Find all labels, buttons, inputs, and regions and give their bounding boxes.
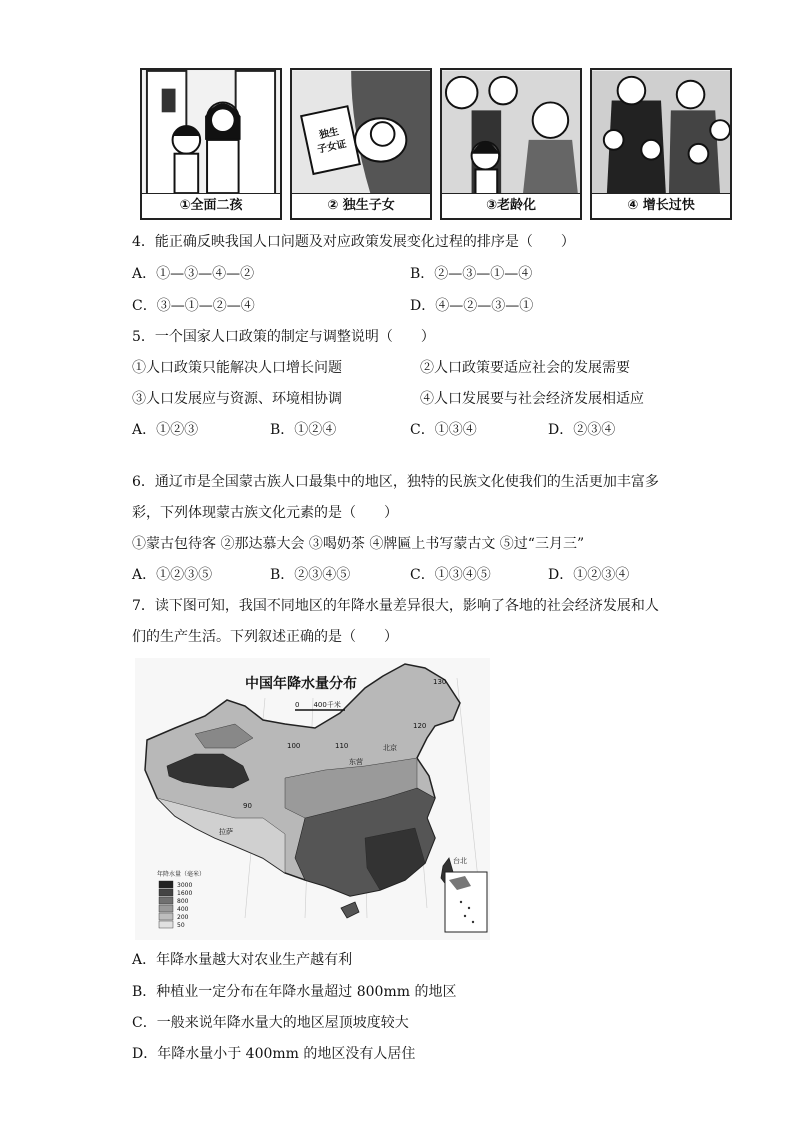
q5-statement-4: ④人口发展要与社会经济发展相适应 [420,391,644,407]
longitude-label: 100 [287,742,301,750]
family-with-two-children-icon [142,70,280,196]
map-scale-label: 0 400千米 [295,701,341,709]
map-scale-bar [295,700,345,710]
longitude-label: 110 [335,742,349,750]
q6-option-d[interactable]: D．①②③④ [548,567,630,583]
comic-panel-aging [440,68,582,220]
question-6-stem-line2: 彩，下列体现蒙古族文化元素的是（ ） [132,505,398,521]
place-label-taipei: 台北 [453,857,467,865]
longitude-label: 120 [413,722,427,730]
place-label-dongying: 东营 [349,758,363,766]
legend-swatch [159,889,173,896]
q5-option-a[interactable]: A．①②③ [132,422,199,438]
comic-caption: ①全面二孩 [142,193,280,218]
q4-option-a[interactable]: A．①—③—④—② [132,266,255,282]
question-5-stem: 5．一个国家人口政策的制定与调整说明（ ） [132,329,435,345]
place-label-lhasa: 拉萨 [219,828,233,836]
population-comic-strip [140,68,732,220]
q7-option-d[interactable]: D．年降水量小于 400mm 的地区没有人居住 [132,1046,416,1062]
legend-swatch [159,913,173,920]
question-7-stem-line1: 7．读下图可知，我国不同地区的年降水量差异很大，影响了各地的社会经济发展和人 [132,598,659,614]
comic-panel-rapid-growth [590,68,732,220]
legend-swatch [159,881,173,888]
legend-value: 200 [177,914,189,921]
south-china-sea-inset [445,872,487,932]
q5-option-c[interactable]: C．①③④ [410,422,477,438]
legend-value: 3000 [177,882,193,889]
comic-caption: ③老龄化 [442,193,580,218]
comic-panel-two-child [140,68,282,220]
precipitation-map-graphic [135,658,490,940]
question-6-stem-line1: 6．通辽市是全国蒙古族人口最集中的地区，独特的民族文化使我们的生活更加丰富多 [132,474,659,490]
svg-text:子女证: 子女证 [316,138,348,156]
q6-statements: ①蒙古包待客 ②那达慕大会 ③喝奶茶 ④牌匾上书写蒙古文 ⑤过“三月三” [132,536,585,552]
china-precipitation-map [135,658,490,940]
comic-panel-one-child [290,68,432,220]
q5-statement-2: ②人口政策要适应社会的发展需要 [420,360,630,376]
q4-option-b[interactable]: B．②—③—①—④ [410,266,533,282]
comic-caption: ② 独生子女 [292,193,430,218]
q6-option-a[interactable]: A．①②③⑤ [132,567,213,583]
legend-swatch [159,905,173,912]
certificate-label: 独生 [318,126,340,142]
map-title: 中国年降水量分布 [245,676,357,692]
question-4-stem: 4．能正确反映我国人口问题及对应政策发展变化过程的排序是（ ） [132,234,575,250]
legend-title: 年降水量（毫米） [157,871,206,878]
comic-caption: ④ 增长过快 [592,193,730,218]
legend-value: 800 [177,898,189,905]
q6-option-c[interactable]: C．①③④⑤ [410,567,491,583]
question-7-stem-line2: 们的生产生活。下列叙述正确的是（ ） [132,629,398,645]
q7-option-b[interactable]: B．种植业一定分布在年降水量超过 800mm 的地区 [132,984,457,1000]
q7-option-a[interactable]: A．年降水量越大对农业生产越有利 [132,952,353,968]
legend-swatch [159,897,173,904]
elderly-people-icon [442,70,580,196]
q7-option-c[interactable]: C．一般来说年降水量大的地区屋顶坡度较大 [132,1015,409,1031]
legend-value: 400 [177,906,189,913]
longitude-label: 90 [243,802,252,810]
place-label-beijing: 北京 [383,744,397,752]
q6-option-b[interactable]: B．②③④⑤ [270,567,351,583]
q5-option-d[interactable]: D．②③④ [548,422,616,438]
q5-option-b[interactable]: B．①②④ [270,422,337,438]
q4-option-c[interactable]: C．③—①—②—④ [132,298,255,314]
legend-swatch [159,921,173,928]
legend-value: 1600 [177,890,193,897]
longitude-label: 130 [433,678,447,686]
q4-option-d[interactable]: D．④—②—③—① [410,298,534,314]
q5-statement-1: ①人口政策只能解决人口增长问题 [132,360,342,376]
crowded-family-icon [592,70,730,196]
one-child-certificate-icon [292,70,430,196]
q5-statement-3: ③人口发展应与资源、环境相协调 [132,391,342,407]
legend-value: 50 [177,922,185,929]
